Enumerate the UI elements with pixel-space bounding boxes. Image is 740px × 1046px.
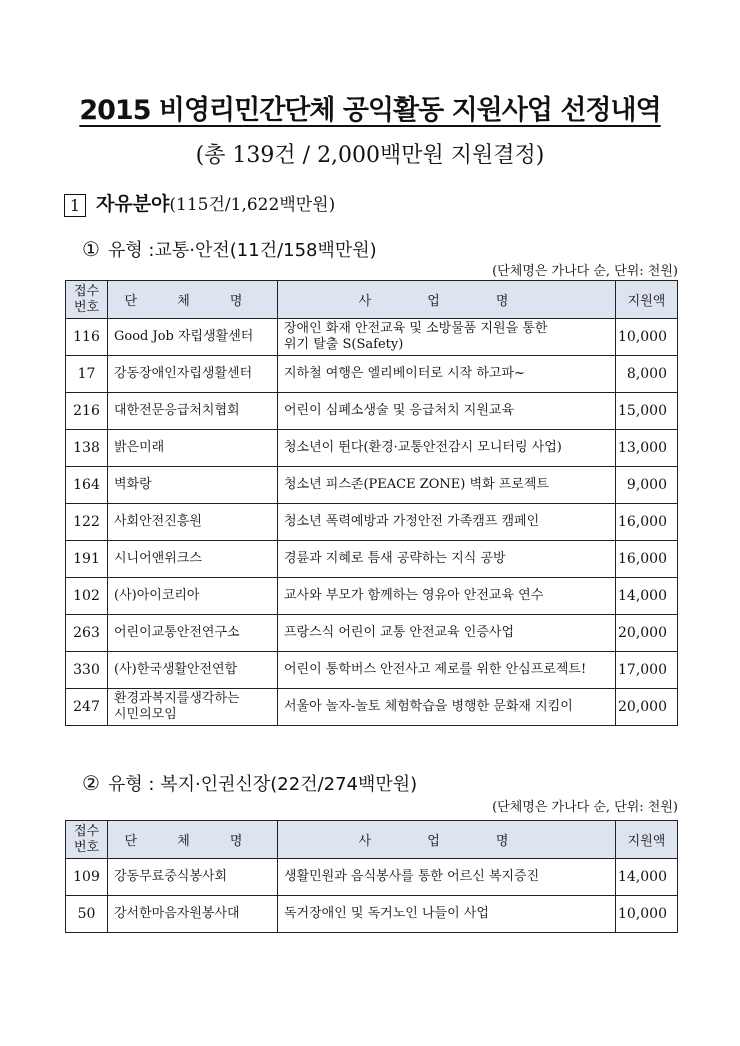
row-amount: 13,000 (616, 430, 678, 467)
row-project-name: 청소년 폭력예방과 가정안전 가족캠프 캠페인 (278, 504, 616, 541)
row-number: 164 (66, 467, 108, 504)
row-number: 122 (66, 504, 108, 541)
sort-unit-note: (단체명은 가나다 순, 단위: 천원) (492, 264, 678, 279)
row-project-name: 어린이 통학버스 안전사고 제로를 위한 안심프로젝트! (278, 652, 616, 689)
row-amount: 15,000 (616, 393, 678, 430)
row-project-name: 서울아 놀자-놀토 체험학습을 병행한 문화재 지킴이 (278, 689, 616, 726)
row-org-name: (사)한국생활안전연합 (108, 652, 278, 689)
header-project: 사 업 명 (278, 821, 616, 859)
row-org-name: 밝은미래 (108, 430, 278, 467)
row-amount: 17,000 (616, 652, 678, 689)
group-title: 유형 : 복지·인권신장(22건/274백만원) (107, 774, 418, 795)
table-row (66, 319, 678, 356)
page-subtitle: (총 139건 / 2,000백만원 지원결정) (195, 143, 545, 168)
row-number: 50 (66, 896, 108, 933)
table-row (66, 652, 678, 689)
row-org-name: 벽화랑 (108, 467, 278, 504)
row-amount: 14,000 (616, 578, 678, 615)
group-heading-2 (82, 770, 417, 796)
row-project-name: 독거장애인 및 독거노인 나들이 사업 (278, 896, 616, 933)
row-org-name: 어린이교통안전연구소 (108, 615, 278, 652)
row-project-name: 어린이 심폐소생술 및 응급처치 지원교육 (278, 393, 616, 430)
row-amount: 10,000 (616, 896, 678, 933)
row-amount: 20,000 (616, 615, 678, 652)
table-row (66, 504, 678, 541)
row-project-name: 장애인 화재 안전교육 및 소방물품 지원을 통한 위기 탈출 S(Safety) (278, 319, 616, 356)
row-org-name: 강동무료중식봉사회 (108, 859, 278, 896)
row-number: 330 (66, 652, 108, 689)
row-project-name: 지하철 여행은 엘리베이터로 시작 하고파~ (278, 356, 616, 393)
table-row (66, 356, 678, 393)
row-org-name: Good Job 자립생활센터 (108, 319, 278, 356)
table-row (66, 689, 678, 726)
section-label: 자유분야 (96, 193, 170, 215)
row-org-name: 강서한마음자원봉사대 (108, 896, 278, 933)
row-number: 116 (66, 319, 108, 356)
table-row (66, 896, 678, 933)
table-body-1 (66, 319, 678, 726)
header-org: 단 체 명 (108, 821, 278, 859)
header-no: 접수 번호 (66, 281, 108, 319)
row-number: 191 (66, 541, 108, 578)
header-no: 접수 번호 (66, 821, 108, 859)
grant-table-1 (65, 280, 678, 726)
table-row (66, 859, 678, 896)
row-org-name: (사)아이코리아 (108, 578, 278, 615)
header-project: 사 업 명 (278, 281, 616, 319)
row-number: 263 (66, 615, 108, 652)
group-marker: ① (82, 237, 100, 261)
row-number: 247 (66, 689, 108, 726)
row-project-name: 프랑스식 어린이 교통 안전교육 인증사업 (278, 615, 616, 652)
row-amount: 10,000 (616, 319, 678, 356)
sort-unit-note: (단체명은 가나다 순, 단위: 천원) (492, 800, 678, 815)
section-detail: (115건/1,622백만원) (169, 195, 336, 215)
table-body-2 (66, 859, 678, 933)
row-project-name: 청소년이 뛴다(환경·교통안전감시 모니터링 사업) (278, 430, 616, 467)
header-amount: 지원액 (616, 821, 678, 859)
table-row (66, 541, 678, 578)
group-title: 유형 :교통·안전(11건/158백만원) (107, 240, 377, 261)
row-project-name: 생활민원과 음식봉사를 통한 어르신 복지증진 (278, 859, 616, 896)
row-amount: 16,000 (616, 541, 678, 578)
row-project-name: 청소년 피스존(PEACE ZONE) 벽화 프로젝트 (278, 467, 616, 504)
row-amount: 14,000 (616, 859, 678, 896)
table-row (66, 430, 678, 467)
row-number: 17 (66, 356, 108, 393)
row-org-name: 강동장애인자립생활센터 (108, 356, 278, 393)
row-amount: 9,000 (616, 467, 678, 504)
group-heading-1 (82, 236, 377, 262)
header-org: 단 체 명 (108, 281, 278, 319)
section-number-box: 1 (64, 194, 86, 217)
table-row (66, 467, 678, 504)
table-header-row (66, 281, 678, 319)
table-header-row (66, 821, 678, 859)
row-number: 102 (66, 578, 108, 615)
row-number: 216 (66, 393, 108, 430)
row-amount: 20,000 (616, 689, 678, 726)
row-org-name: 시니어앤위크스 (108, 541, 278, 578)
table-row (66, 393, 678, 430)
row-amount: 8,000 (616, 356, 678, 393)
row-amount: 16,000 (616, 504, 678, 541)
group-marker: ② (82, 771, 100, 795)
row-number: 109 (66, 859, 108, 896)
table-row (66, 615, 678, 652)
row-number: 138 (66, 430, 108, 467)
grant-table-2 (65, 820, 678, 933)
row-org-name: 사회안전진흥원 (108, 504, 278, 541)
row-project-name: 교사와 부모가 함께하는 영유아 안전교육 연수 (278, 578, 616, 615)
row-org-name: 환경과복지를생각하는 시민의모임 (108, 689, 278, 726)
row-org-name: 대한전문응급처치협회 (108, 393, 278, 430)
table-row (66, 578, 678, 615)
row-project-name: 경륜과 지혜로 틈새 공략하는 지식 공방 (278, 541, 616, 578)
page-title: 2015 비영리민간단체 공익활동 지원사업 선정내역 (79, 95, 661, 126)
section-heading (64, 189, 335, 217)
header-amount: 지원액 (616, 281, 678, 319)
